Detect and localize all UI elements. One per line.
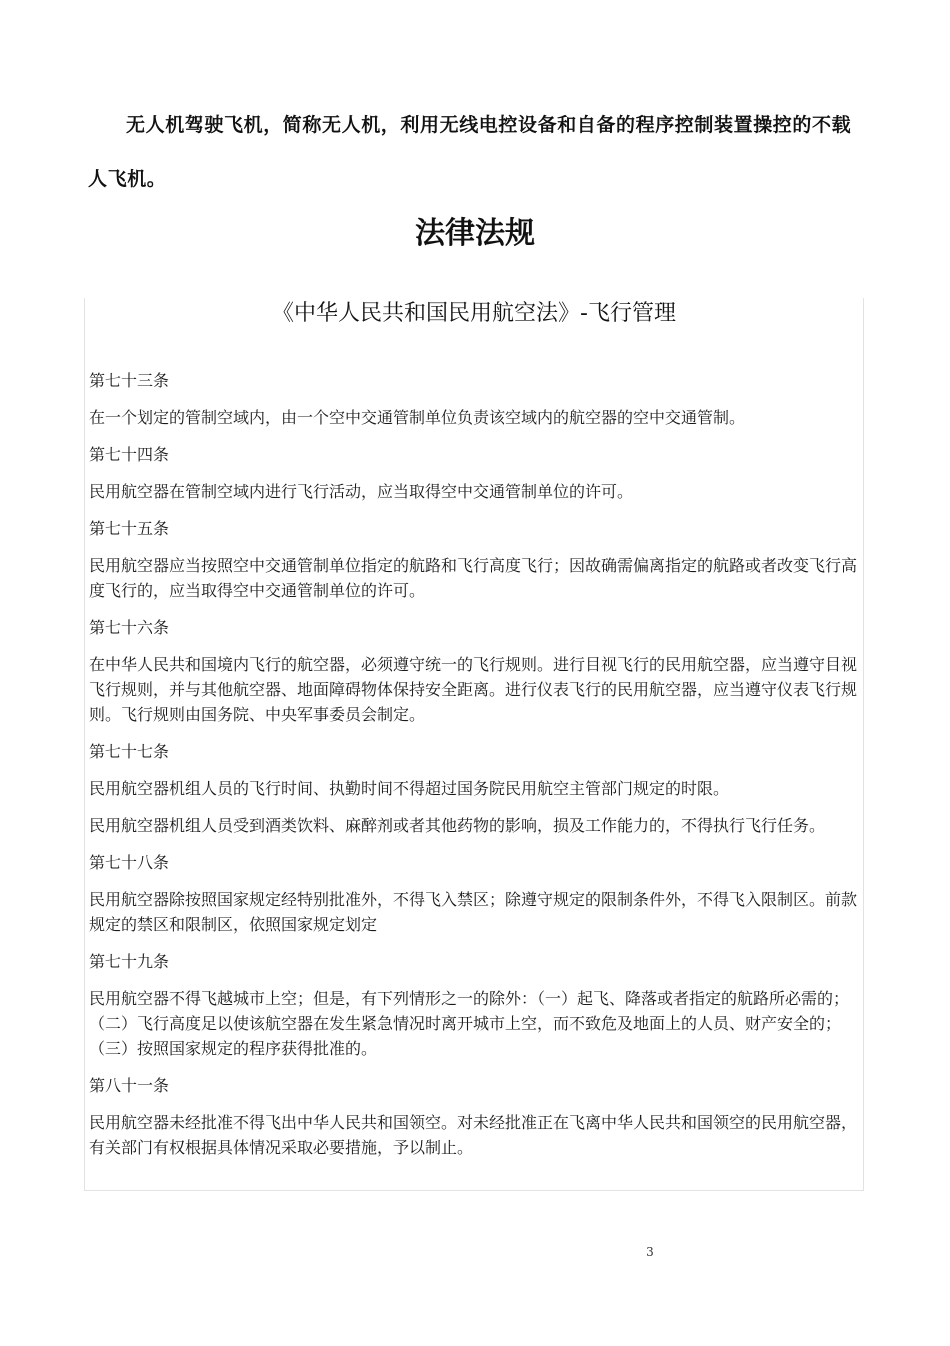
article-heading: 第七十三条 xyxy=(89,371,170,390)
article-heading: 第七十五条 xyxy=(89,519,170,538)
article xyxy=(89,846,861,945)
article xyxy=(89,945,861,1069)
article-heading: 第七十八条 xyxy=(89,853,170,872)
section-title: 法律法规 xyxy=(415,216,535,251)
article-paragraph: 在中华人民共和国境内飞行的航空器，必须遵守统一的飞行规则。进行目视飞行的民用航空器，应当遵守目视飞行规则，并与其他航空器、地面障碍物体保持安全距离。进行仪表飞行的民用航空器，应当遵守仪表飞行规则。飞行规则由国务院、中央军事委员会制定。 xyxy=(89,655,858,724)
article-paragraph: 民用航空器机组人员受到酒类饮料、麻醉剂或者其他药物的影响，损及工作能力的，不得执行飞行任务。 xyxy=(89,816,826,835)
law-content-box xyxy=(84,298,864,1191)
article-paragraph: 民用航空器机组人员的飞行时间、执勤时间不得超过国务院民用航空主管部门规定的时限。 xyxy=(89,779,730,798)
article xyxy=(89,611,861,735)
article-heading: 第七十九条 xyxy=(89,952,170,971)
article xyxy=(89,512,861,611)
article-heading: 第八十一条 xyxy=(89,1076,170,1095)
article-paragraph: 民用航空器未经批准不得飞出中华人民共和国领空。对未经批准正在飞离中华人民共和国领空的民用航空器，有关部门有权根据具体情况采取必要措施，予以制止。 xyxy=(89,1113,858,1157)
intro-paragraph: 无人机驾驶飞机，简称无人机，利用无线电控设备和自备的程序控制装置操控的不载人飞机。 xyxy=(88,114,852,190)
article-paragraph: 民用航空器不得飞越城市上空；但是，有下列情形之一的除外：（一）起飞、降落或者指定的航路所必需的；（二）飞行高度足以使该航空器在发生紧急情况时离开城市上空，而不致危及地面上的人员、财产安全的；（三）按照国家规定的程序获得批准的。 xyxy=(89,989,850,1058)
law-title: 《中华人民共和国民用航空法》-飞行管理 xyxy=(272,301,676,326)
article-heading: 第七十七条 xyxy=(89,742,170,761)
article xyxy=(89,364,861,438)
article-paragraph: 民用航空器除按照国家规定经特别批准外，不得飞入禁区；除遵守规定的限制条件外，不得飞入限制区。前款规定的禁区和限制区，依照国家规定划定 xyxy=(89,890,858,934)
article xyxy=(89,1069,861,1168)
article-heading: 第七十六条 xyxy=(89,618,170,637)
article-paragraph: 在一个划定的管制空域内，由一个空中交通管制单位负责该空域内的航空器的空中交通管制。 xyxy=(89,408,746,427)
article-list xyxy=(89,364,861,1168)
page-number: 3 xyxy=(646,1245,654,1259)
article xyxy=(89,735,861,846)
article-paragraph: 民用航空器在管制空域内进行飞行活动，应当取得空中交通管制单位的许可。 xyxy=(89,482,634,501)
article xyxy=(89,438,861,512)
article-heading: 第七十四条 xyxy=(89,445,170,464)
article-paragraph: 民用航空器应当按照空中交通管制单位指定的航路和飞行高度飞行；因故确需偏离指定的航路或者改变飞行高度飞行的，应当取得空中交通管制单位的许可。 xyxy=(89,556,858,600)
